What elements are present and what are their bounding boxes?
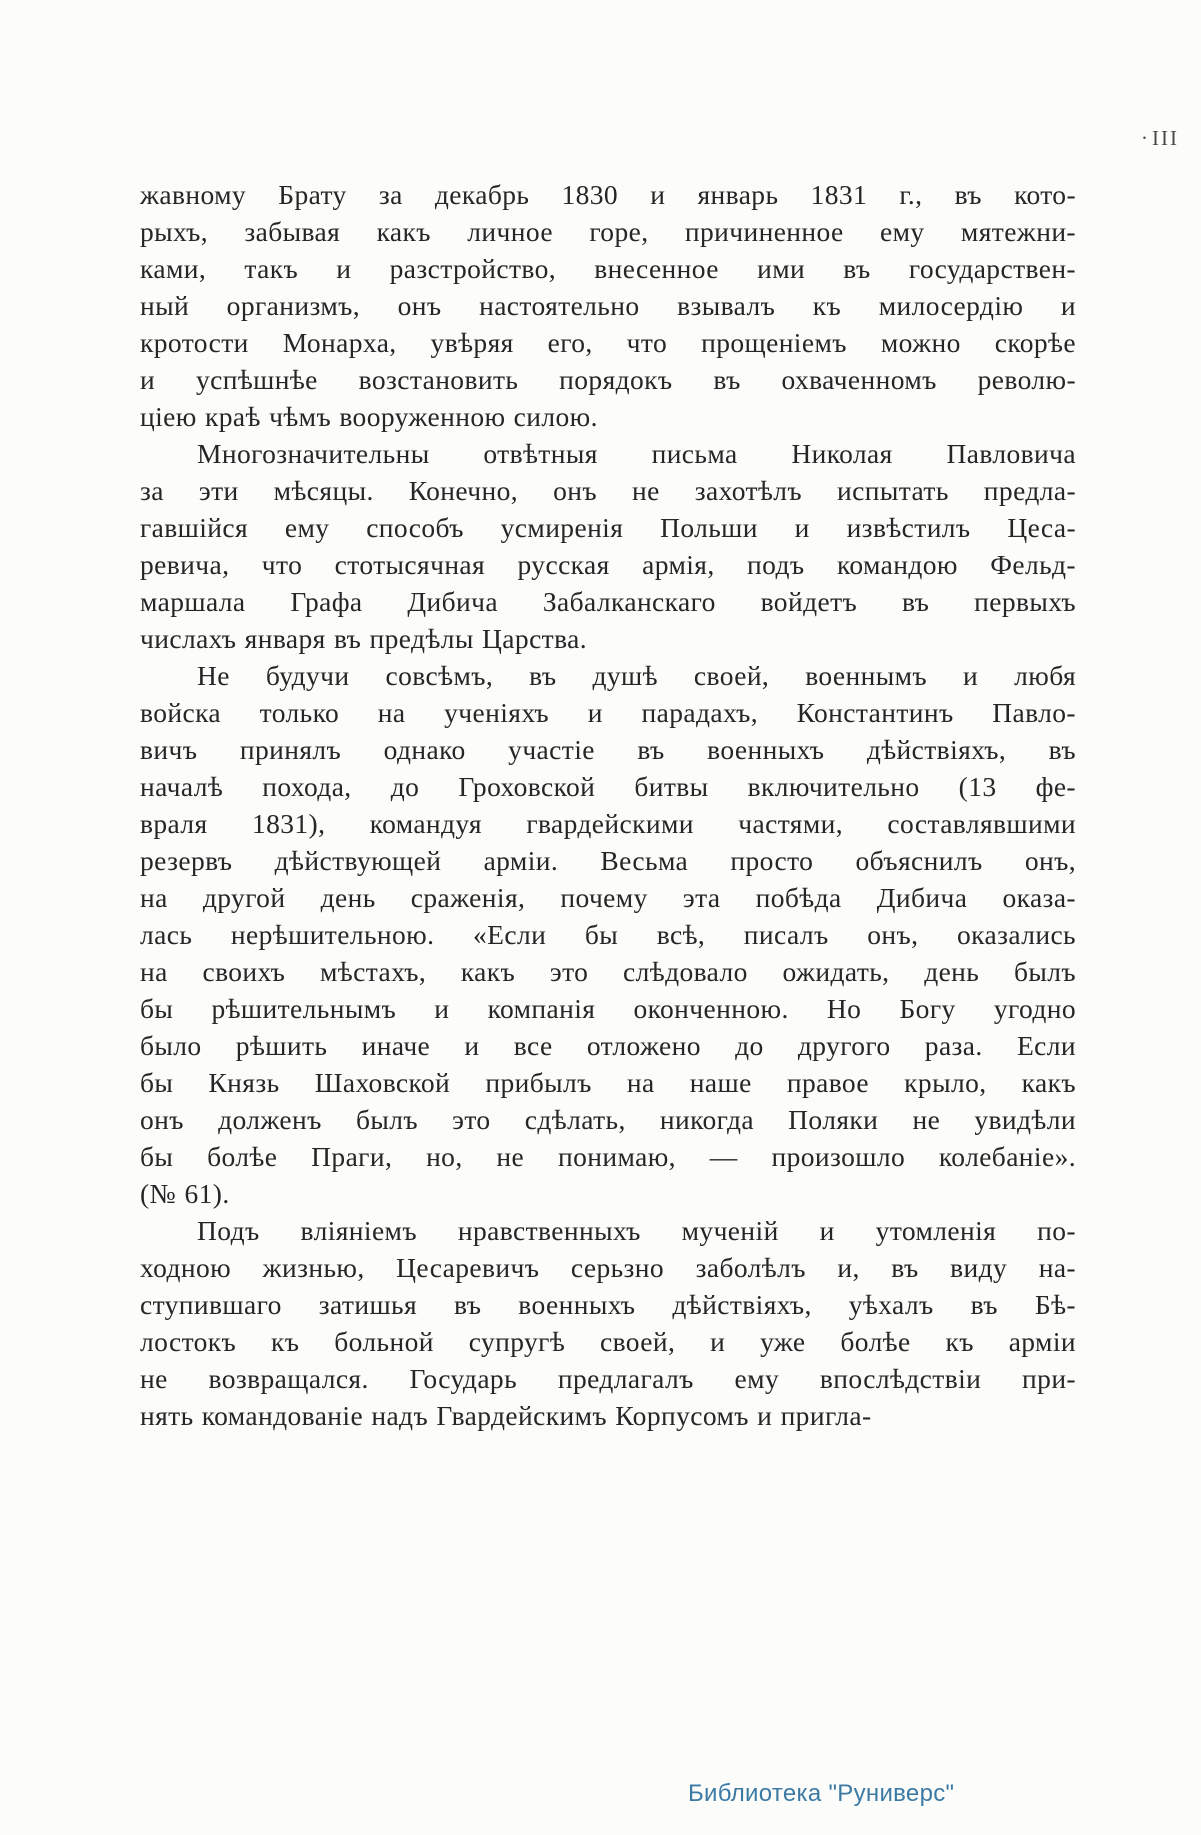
text-line: и успѣшнѣе возстановить порядокъ въ охваченномъ револю- <box>140 364 1076 395</box>
text-line: резервъ дѣйствующей арміи. Весьма просто объяснилъ онъ, <box>140 845 1076 876</box>
text-line: нять командованіе надъ Гвардейскимъ Корпусомъ и пригла- <box>140 1400 872 1431</box>
text-line: было рѣшить иначе и все отложено до другого раза. Если <box>140 1030 1076 1061</box>
text-line: началѣ похода, до Гроховской битвы включительно (13 фе- <box>140 771 1076 802</box>
text-line: онъ долженъ былъ это сдѣлать, никогда Поляки не увидѣли <box>140 1104 1076 1135</box>
text-line: гавшійся ему способъ усмиренія Польши и извѣстилъ Цеса- <box>140 512 1076 543</box>
text-line: рыхъ, забывая какъ личное горе, причиненное ему мятежни- <box>140 216 1076 247</box>
text-line: лостокъ къ больной супругѣ своей, и уже болѣе къ арміи <box>140 1326 1076 1357</box>
text-line: ходною жизнью, Цесаревичъ серьзно заболѣлъ и, въ виду на- <box>140 1252 1076 1283</box>
text-line: не возвращался. Государь предлагалъ ему впослѣдствіи при- <box>140 1363 1076 1394</box>
text-line: числахъ января въ предѣлы Царства. <box>140 623 587 654</box>
text-line: ціею краѣ чѣмъ вооруженною силою. <box>140 401 598 432</box>
text-line: за эти мѣсяцы. Конечно, онъ не захотѣлъ испытать предла- <box>140 475 1076 506</box>
text-line: ступившаго затишья въ военныхъ дѣйствіяхъ, уѣхалъ въ Бѣ- <box>140 1289 1076 1320</box>
text-line: ный организмъ, онъ настоятельно взывалъ къ милосердію и <box>140 290 1076 321</box>
text-line: ками, такъ и разстройство, внесенное ими въ государствен- <box>140 253 1076 284</box>
text-line: вичъ принялъ однако участіе въ военныхъ дѣйствіяхъ, въ <box>140 734 1076 765</box>
text-line: ревича, что стотысячная русская армія, подъ командою Фельд- <box>140 549 1076 580</box>
text-line: Подъ вліяніемъ нравственныхъ мученій и утомленія по- <box>197 1215 1076 1246</box>
text-line: лась нерѣшительною. «Если бы всѣ, писалъ онъ, оказались <box>140 919 1076 950</box>
text-line: (№ 61). <box>140 1178 230 1209</box>
text-line: бы Князь Шаховской прибылъ на наше правое крыло, какъ <box>140 1067 1076 1098</box>
page-text <box>140 176 1076 1434</box>
text-line: враля 1831), командуя гвардейскими частями, составлявшими <box>140 808 1076 839</box>
text-line: Не будучи совсѣмъ, въ душѣ своей, военнымъ и любя <box>197 660 1076 691</box>
text-line: войска только на ученіяхъ и парадахъ, Константинъ Павло- <box>140 697 1076 728</box>
text-line: на своихъ мѣстахъ, какъ это слѣдовало ожидать, день былъ <box>140 956 1076 987</box>
page-number: · III <box>1141 126 1179 151</box>
text-line: жавному Брату за декабрь 1830 и январь 1831 г., въ кото- <box>140 179 1076 210</box>
text-line: на другой день сраженія, почему эта побѣда Дибича оказа- <box>140 882 1076 913</box>
library-watermark: Библиотека "Руниверс" <box>688 1780 955 1807</box>
text-line: бы рѣшительнымъ и компанія оконченною. Но Богу угодно <box>140 993 1076 1024</box>
text-line: Многозначительны отвѣтныя письма Николая Павловича <box>197 438 1076 469</box>
text-line: кротости Монарха, увѣряя его, что прощеніемъ можно скорѣе <box>140 327 1076 358</box>
text-line: бы болѣе Праги, но, не понимаю, — произошло колебаніе». <box>140 1141 1076 1172</box>
text-line: маршала Графа Дибича Забалканскаго войдетъ въ первыхъ <box>140 586 1076 617</box>
